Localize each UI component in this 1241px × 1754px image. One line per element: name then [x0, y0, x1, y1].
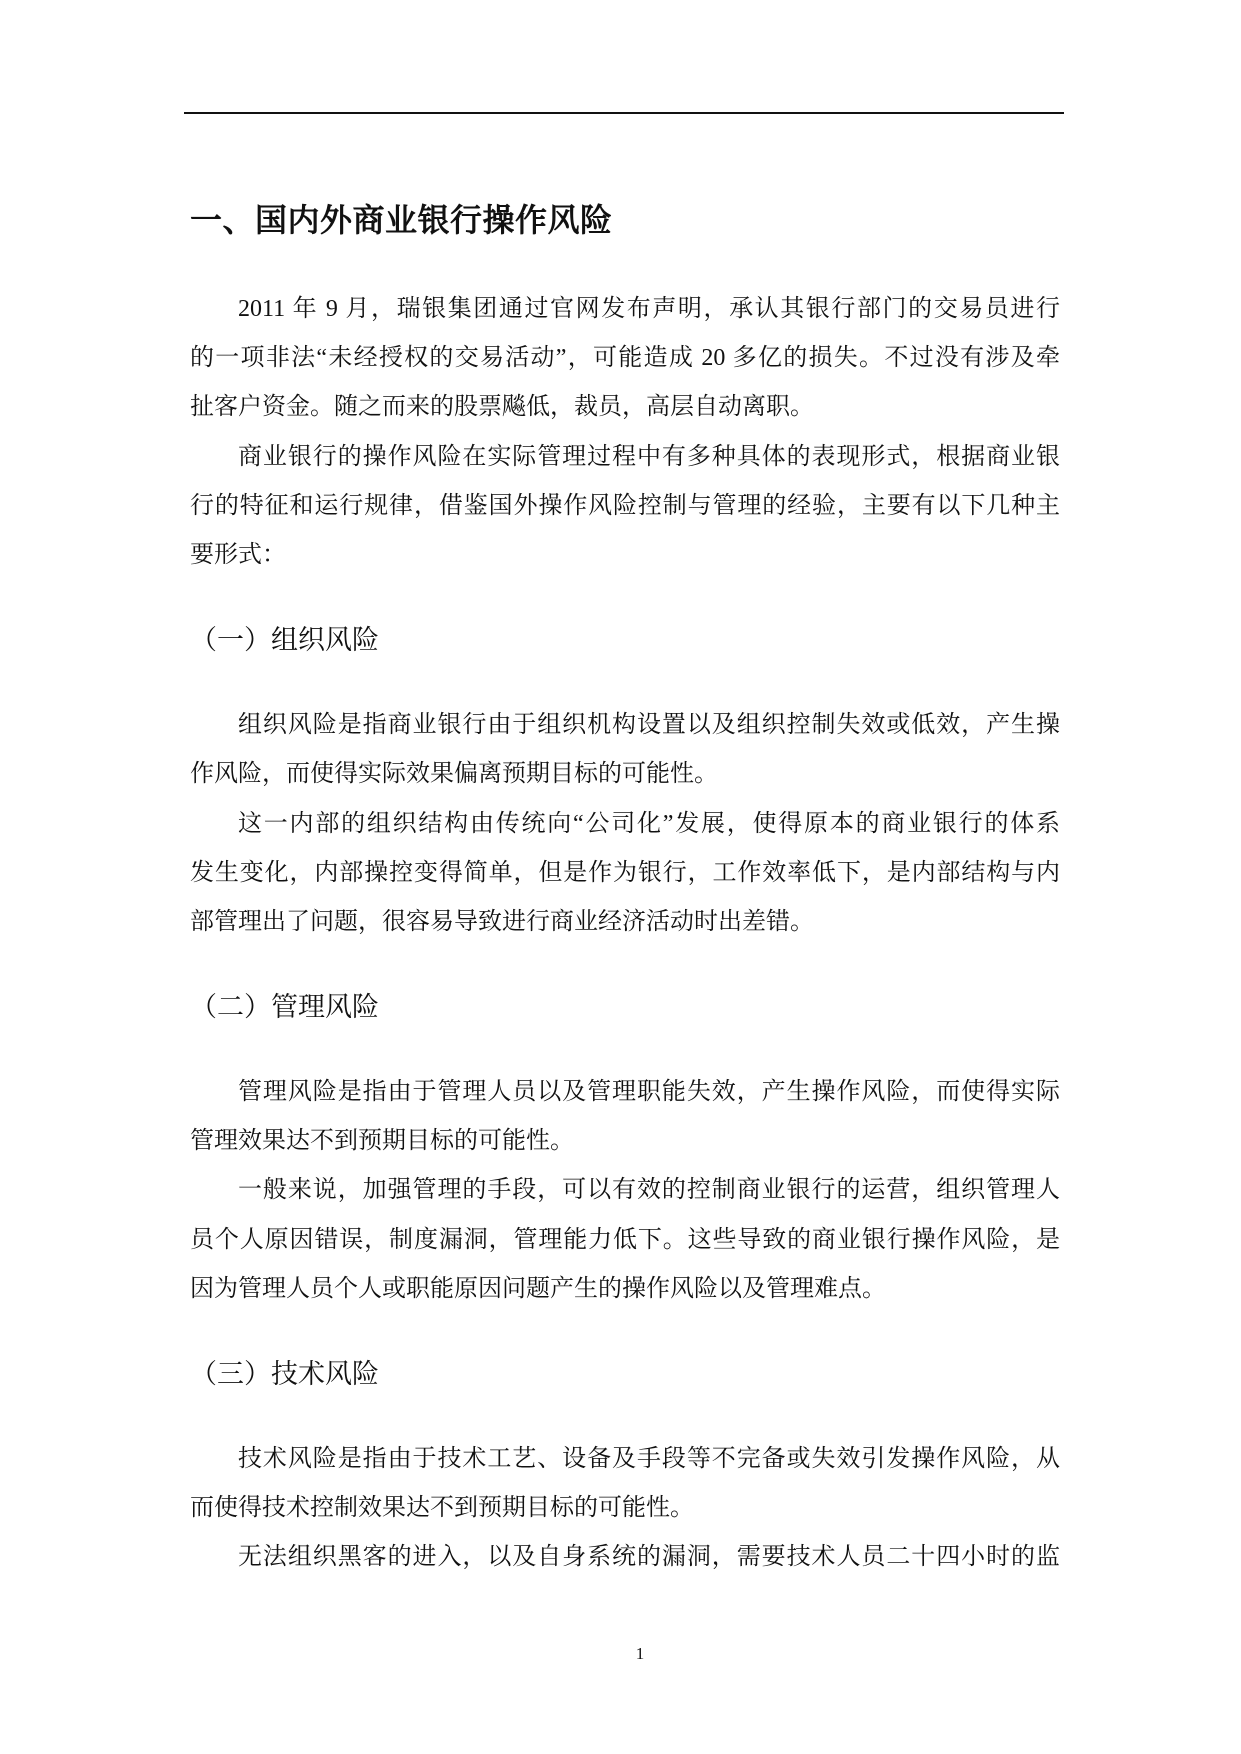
paragraph — [190, 285, 1060, 433]
paragraph — [190, 800, 1060, 948]
paragraph-line: 要形式： — [190, 541, 286, 568]
paragraph-line: 行的特征和运行规律，借鉴国外操作风险控制与管理的经验，主要有以下几种主 — [190, 492, 1060, 519]
paragraph — [190, 1533, 1060, 1582]
subsection-title: （三）技术风险 — [190, 1359, 379, 1390]
paragraph-line: 商业银行的操作风险在实际管理过程中有多种具体的表现形式，根据商业银 — [238, 443, 1060, 470]
paragraph-line: 管理效果达不到预期目标的可能性。 — [190, 1128, 574, 1155]
page-content — [190, 200, 1060, 1583]
paragraph-line: 的一项非法“未经授权的交易活动”，可能造成 20 多亿的损失。不过没有涉及牵 — [190, 345, 1060, 372]
page-number: 1 — [635, 1644, 645, 1663]
header-rule — [184, 112, 1064, 114]
paragraph-line: 而使得技术控制效果达不到预期目标的可能性。 — [190, 1495, 694, 1522]
paragraph-line: 员个人原因错误，制度漏洞，管理能力低下。这些导致的商业银行操作风险，是 — [190, 1226, 1060, 1253]
paragraph-line: 2011 年 9 月，瑞银集团通过官网发布声明，承认其银行部门的交易员进行 — [238, 296, 1060, 322]
paragraph-line: 管理风险是指由于管理人员以及管理职能失效，产生操作风险，而使得实际 — [238, 1079, 1060, 1106]
paragraph-line: 一般来说，加强管理的手段，可以有效的控制商业银行的运营，组织管理人 — [238, 1177, 1060, 1204]
paragraph-line: 这一内部的组织结构由传统向“公司化”发展，使得原本的商业银行的体系 — [238, 810, 1060, 837]
paragraph — [190, 1068, 1060, 1166]
paragraph-line: 部管理出了问题，很容易导致进行商业经济活动时出差错。 — [190, 908, 814, 935]
paragraph-line: 发生变化，内部操控变得简单，但是作为银行，工作效率低下，是内部结构与内 — [190, 859, 1060, 886]
paragraph — [190, 433, 1060, 581]
paragraph-line: 作风险，而使得实际效果偏离预期目标的可能性。 — [190, 761, 718, 788]
paragraph-line: 因为管理人员个人或职能原因问题产生的操作风险以及管理难点。 — [190, 1275, 886, 1302]
paragraph-line: 扯客户资金。随之而来的股票飚低，裁员，高层自动离职。 — [190, 394, 814, 421]
paragraph — [190, 701, 1060, 799]
paragraph-line: 技术风险是指由于技术工艺、设备及手段等不完备或失效引发操作风险，从 — [238, 1446, 1060, 1472]
section-title: 一、国内外商业银行操作风险 — [190, 201, 613, 239]
paragraph — [190, 1166, 1060, 1314]
paragraph — [190, 1435, 1060, 1533]
paragraph-line: 无法组织黑客的进入，以及自身系统的漏洞，需要技术人员二十四小时的监 — [238, 1544, 1060, 1571]
subsection-title: （二）管理风险 — [190, 992, 379, 1024]
subsection-title: （一）组织风险 — [190, 625, 379, 657]
paragraph-line: 组织风险是指商业银行由于组织机构设置以及组织控制失效或低效，产生操 — [238, 712, 1060, 739]
